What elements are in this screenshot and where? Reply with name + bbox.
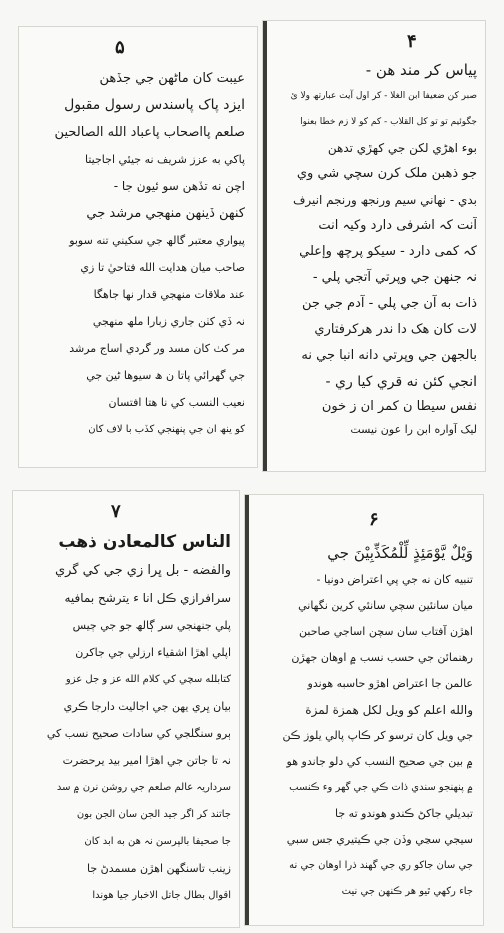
binding-edge: [263, 21, 267, 471]
binding-edge: [245, 495, 249, 925]
text-line: جي ويل کان ترسو کر ڪاپ پالي يلوز ڪن: [282, 729, 473, 742]
page-number: ۵: [115, 37, 125, 58]
text-line: عیبت کان ماڻھن جي جڏھن: [99, 71, 245, 86]
manuscript-page-4: [262, 20, 486, 472]
text-line: نہ تا جاتن جي اھڙا امیر بید يرحضرت: [62, 754, 231, 767]
text-line: سرافرازي ڪل انا ء يترشح بمافيه: [64, 591, 231, 605]
text-line: کہ کمی دارد - سیکو پرچھ وإعلي: [299, 244, 477, 259]
text-line: صاحب میان ھدایت الله فتاحيٰ تا زي: [80, 261, 245, 274]
text-line: سيجي سڃي وڏن جي ڪيتيري جس سبي: [286, 833, 473, 846]
text-line: پیواري معتبر گالھ جي سکيني تنه سوبو: [69, 234, 245, 247]
text-line: زینب تاسنگھن اھڙن مسمدڻ جا: [86, 862, 231, 875]
text-line: تبدیلي جاکڻ ڪندو ھوندو ته جا: [335, 807, 473, 820]
text-line: پلي جنھنجي سر ڳالھ جو جي ڄيس: [72, 619, 231, 632]
text-line: جي سان جاکو ري جي گھند ذرا اوھان جي نه: [289, 860, 473, 871]
text-line: نہ ڏي کٺن جاري زبارا ملھ منھجي: [92, 315, 245, 328]
text-line: انجي کئن نه قري کیا ري -: [325, 374, 477, 390]
page-text: [257, 539, 473, 905]
manuscript-page-6: [244, 494, 484, 926]
text-line: بوء اھڑي لکن جي کھڙي تدھن: [327, 141, 477, 155]
text-line: کتابلله سچي کي کلام الله عز و جل عزو: [65, 674, 231, 685]
text-line: بالجھن جي وپرتي دانه انبا جي نه: [301, 348, 477, 363]
text-line: میان سانئين سچي سانئي کرين نگهاني: [298, 599, 473, 612]
text-line: جاء رکھي ٿيو ھر ڪنھن جي نيت: [341, 886, 473, 897]
text-line: صلعم پااصحاب پاعباد الله الصالحين: [54, 125, 245, 140]
text-line: اھڙن آفتاب سان سچن اساجي صاحبن: [299, 625, 473, 638]
text-line: بدي - نھاني سيم ورنجھ ورنجم انیرف: [292, 193, 477, 207]
text-line: عند ملاقات منھجي قدار نھا جاھگا: [93, 288, 245, 301]
text-line: بيان ڀري يھن جي اجاليت دارجا ڪري: [63, 700, 231, 713]
page-text: [273, 57, 477, 441]
text-line: اپلي اھڙا اشقياء ارزلي جي جاکرن: [75, 646, 231, 659]
text-line: پیاس کر مند ھن -: [365, 61, 477, 79]
text-line: عالمن جا اعتراض اھڙو حاسبه ھوندو: [307, 677, 473, 690]
text-line: جي گھرائي پاتا ن ھ سیوھا ڻين جي: [86, 369, 245, 382]
text-line: والفضه - بل ڀرا زي جي کي گري: [54, 563, 231, 578]
text-line: تنبیه کان نه جي پي اعتراض دونيا -: [316, 573, 473, 586]
text-line: نفس سیطا ن کمر ان ز خون: [321, 399, 477, 414]
text-line: جو ذھبن ملک کرن سچي شي وي: [296, 166, 477, 181]
text-line: جاتند کر اگر جيد الجن سان الجن بون: [76, 809, 231, 820]
text-line: لیک آواره ابن را عون نیست: [350, 423, 477, 436]
text-line: اقوال بطال جاتل الاخبار جيا ھوندا: [92, 890, 231, 901]
text-line: ذات به آن جي پلي - آدم جي جن: [301, 296, 477, 311]
text-line: کو ينھ ان جي پنھنجي کڏب با لاف کان: [88, 424, 245, 435]
text-line: پاکي به عزز شريف نه جيئي اجاجيتا: [85, 153, 245, 166]
page-number: ۶: [369, 509, 379, 530]
text-line: لات کان ھک دا ندر ھرکرفتاري: [314, 322, 477, 337]
text-line: الناس کالمعادن ذهب: [58, 532, 231, 552]
text-line: جگوئیم تو تو کل القلاب - کم کو لا زم خطا بعنوا: [300, 117, 477, 127]
text-line: رھنمائن جي حسب نسب ۾ اوھان جھڙن: [291, 651, 473, 664]
text-line: نعيب النسب کي نا ھتا افتسان: [108, 396, 245, 409]
text-line: وَيْلٌ يَّوْمَئِذٍ لِّلْمُكَذِّبِيْنَ جي: [327, 544, 473, 562]
manuscript-page-5: [18, 26, 258, 468]
text-line: مر کٺ کان مسد ور گردي اساج مرشد: [69, 342, 245, 355]
text-line: ۾ پنھنجو سندي ذات ڪي جي گھر وء ڪنسب: [289, 782, 473, 793]
manuscript-page-7: [12, 490, 240, 928]
text-line: نہ جنھن جي وپرتي آتجي پلي -: [312, 270, 477, 285]
page-number: ۴: [407, 31, 417, 52]
text-line: ۾ بين جي صحيح النسب کي دلو جاندو ھو: [286, 755, 473, 768]
text-line: جا صحيفا بالپرسن نہ ھن به ابد کان: [84, 836, 231, 847]
text-line: صبر کن ضعیفا ابن الغلا - کر اول آیت عبارتھ ولا ئ: [290, 91, 477, 101]
text-line: ایزد پاک پاسندس رسول مقبول: [64, 97, 245, 113]
text-line: سرداريہ عالم صلعم جي روشن نرن ۾ سد: [56, 782, 231, 793]
text-line: اچن نه تڏھن سو ئيون جا -: [113, 179, 245, 193]
text-line: ٻرو سنگلجي کي سادات صحيح نسب کي: [46, 727, 231, 740]
text-line: والله اعلم كو ويل لكل همزة لمزة: [305, 703, 473, 717]
page-text: [29, 65, 245, 443]
page-number: ۷: [111, 501, 121, 522]
text-line: کنھن ڏينھن منھجي مرشد جي: [86, 206, 245, 221]
page-text: [23, 527, 231, 909]
text-line: آنت کہ اشرفی دارد وکیہ انت: [318, 218, 477, 233]
